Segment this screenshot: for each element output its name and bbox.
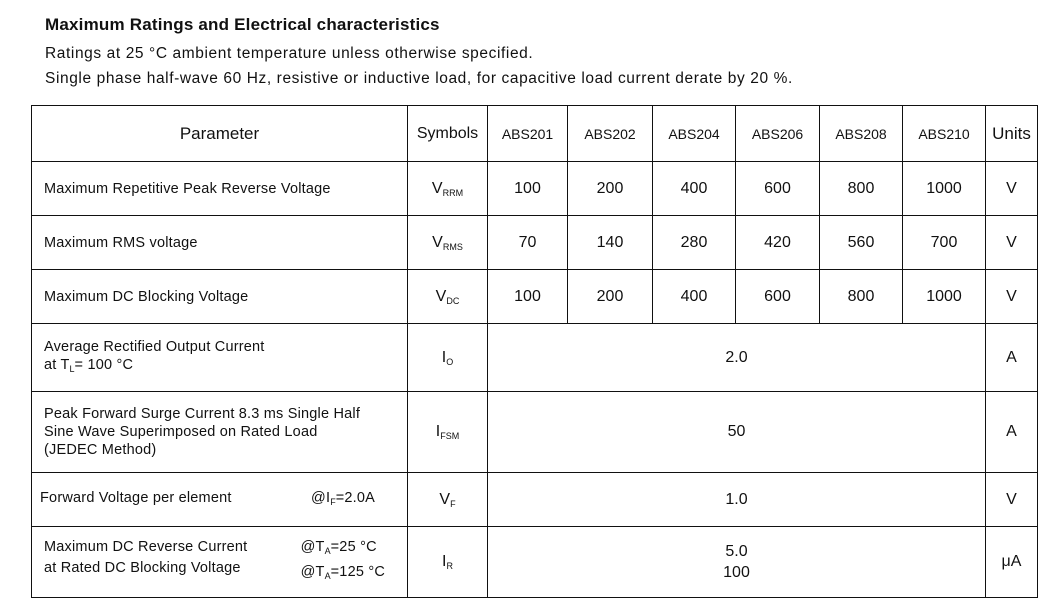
unit-cell: V [986, 473, 1038, 527]
test-conditions [301, 537, 385, 587]
value-cell-merged: 1.0 [488, 473, 986, 527]
value-line: 5.0 [725, 543, 748, 560]
condition-text: @I [311, 489, 331, 506]
parameter-cell [32, 527, 408, 598]
table-row [32, 216, 1038, 270]
condition-sub: A [324, 571, 331, 581]
value-cell: 400 [653, 162, 736, 216]
symbol-main: V [439, 490, 451, 508]
header-model: ABS201 [488, 106, 568, 162]
symbol-cell [408, 527, 488, 598]
test-condition [301, 562, 385, 587]
condition-text: @T [300, 564, 325, 580]
condition-text: =125 °C [330, 564, 385, 580]
symbol-main: V [431, 179, 443, 197]
table-row [32, 392, 1038, 473]
unit-cell: V [986, 270, 1038, 324]
symbol-sub: R [446, 561, 453, 571]
symbol-sub: FSM [440, 431, 460, 441]
test-condition [301, 537, 385, 562]
value-cell: 420 [736, 216, 820, 270]
value-cell: 560 [820, 216, 903, 270]
parameter-line: Average Rectified Output Current [44, 338, 265, 355]
header-model: ABS210 [903, 106, 986, 162]
symbol-cell [408, 162, 488, 216]
condition-sub: A [324, 546, 331, 556]
symbol-main: I [441, 348, 447, 366]
parameter-line: (JEDEC Method) [44, 442, 157, 458]
value-cell: 70 [488, 216, 568, 270]
ambient-note: Ratings at 25 °C ambient temperature unless otherwise specified. [45, 45, 534, 62]
symbol-sub: DC [446, 295, 460, 306]
table-row [32, 162, 1038, 216]
parameter-line: Peak Forward Surge Current 8.3 ms Single Half [44, 406, 361, 422]
symbol-sub: F [450, 498, 456, 509]
value-cell: 1000 [903, 270, 986, 324]
condition-text: @T [300, 539, 325, 555]
symbol-cell [408, 216, 488, 270]
page-heading: Maximum Ratings and Electrical characteristics [45, 15, 440, 34]
parameter-sub: L [69, 363, 75, 374]
symbol-cell [408, 473, 488, 527]
value-cell-merged [488, 527, 986, 598]
parameter-text: Forward Voltage per element [40, 489, 232, 506]
value-cell: 100 [488, 162, 568, 216]
symbol-main: V [432, 233, 443, 251]
symbol-cell [408, 324, 488, 392]
value-cell: 100 [488, 270, 568, 324]
value-cell: 600 [736, 270, 820, 324]
header-symbols: Symbols [408, 106, 488, 162]
parameter-line: Sine Wave Superimposed on Rated Load [44, 424, 318, 440]
value-cell: 600 [736, 162, 820, 216]
header-model: ABS204 [653, 106, 736, 162]
value-cell: 200 [568, 162, 653, 216]
symbol-main: I [442, 553, 447, 570]
symbol-sub: O [446, 356, 454, 367]
value-cell: 280 [653, 216, 736, 270]
value-cell: 140 [568, 216, 653, 270]
ratings-table [31, 105, 1038, 598]
value-cell-merged: 2.0 [488, 324, 986, 392]
test-condition [311, 489, 375, 511]
header-units: Units [986, 106, 1038, 162]
parameter-cell: Maximum RMS voltage [32, 216, 408, 270]
header-parameter: Parameter [32, 106, 408, 162]
parameter-line [44, 356, 407, 378]
table-row [32, 473, 1038, 527]
value-cell: 700 [903, 216, 986, 270]
parameter-text: at T [44, 356, 70, 373]
symbol-cell [408, 270, 488, 324]
unit-cell: A [986, 324, 1038, 392]
value-cell: 200 [568, 270, 653, 324]
value-cell: 800 [820, 270, 903, 324]
condition-text: =25 °C [330, 539, 377, 555]
symbol-cell [408, 392, 488, 473]
symbol-main: V [435, 287, 447, 305]
header-row [32, 106, 1038, 162]
parameter-line: at Rated DC Blocking Voltage [44, 560, 241, 576]
load-note: Single phase half-wave 60 Hz, resistive or inductive load, for capacitive load current derate by 20 %. [45, 70, 793, 87]
parameter-cell [32, 473, 408, 527]
parameter-cell: Maximum DC Blocking Voltage [32, 270, 408, 324]
condition-text: =2.0A [335, 489, 375, 506]
table-row [32, 324, 1038, 392]
symbol-main: I [435, 423, 441, 440]
parameter-text: = 100 °C [74, 356, 134, 373]
parameter-line: Maximum DC Reverse Current [44, 539, 248, 555]
value-cell: 800 [820, 162, 903, 216]
header-model: ABS208 [820, 106, 903, 162]
header-model: ABS202 [568, 106, 653, 162]
table-row [32, 270, 1038, 324]
unit-cell: A [986, 392, 1038, 473]
unit-cell: V [986, 216, 1038, 270]
unit-cell: V [986, 162, 1038, 216]
symbol-sub: RMS [442, 241, 463, 252]
table-row [32, 527, 1038, 598]
value-cell: 1000 [903, 162, 986, 216]
condition-sub: F [330, 496, 336, 507]
value-line: 100 [723, 564, 750, 581]
parameter-cell [32, 324, 408, 392]
parameter-cell [32, 392, 408, 473]
value-cell: 400 [653, 270, 736, 324]
value-cell-merged: 50 [488, 392, 986, 473]
symbol-sub: RRM [442, 187, 464, 198]
header-model: ABS206 [736, 106, 820, 162]
unit-cell: μA [986, 527, 1038, 598]
parameter-cell: Maximum Repetitive Peak Reverse Voltage [32, 162, 408, 216]
